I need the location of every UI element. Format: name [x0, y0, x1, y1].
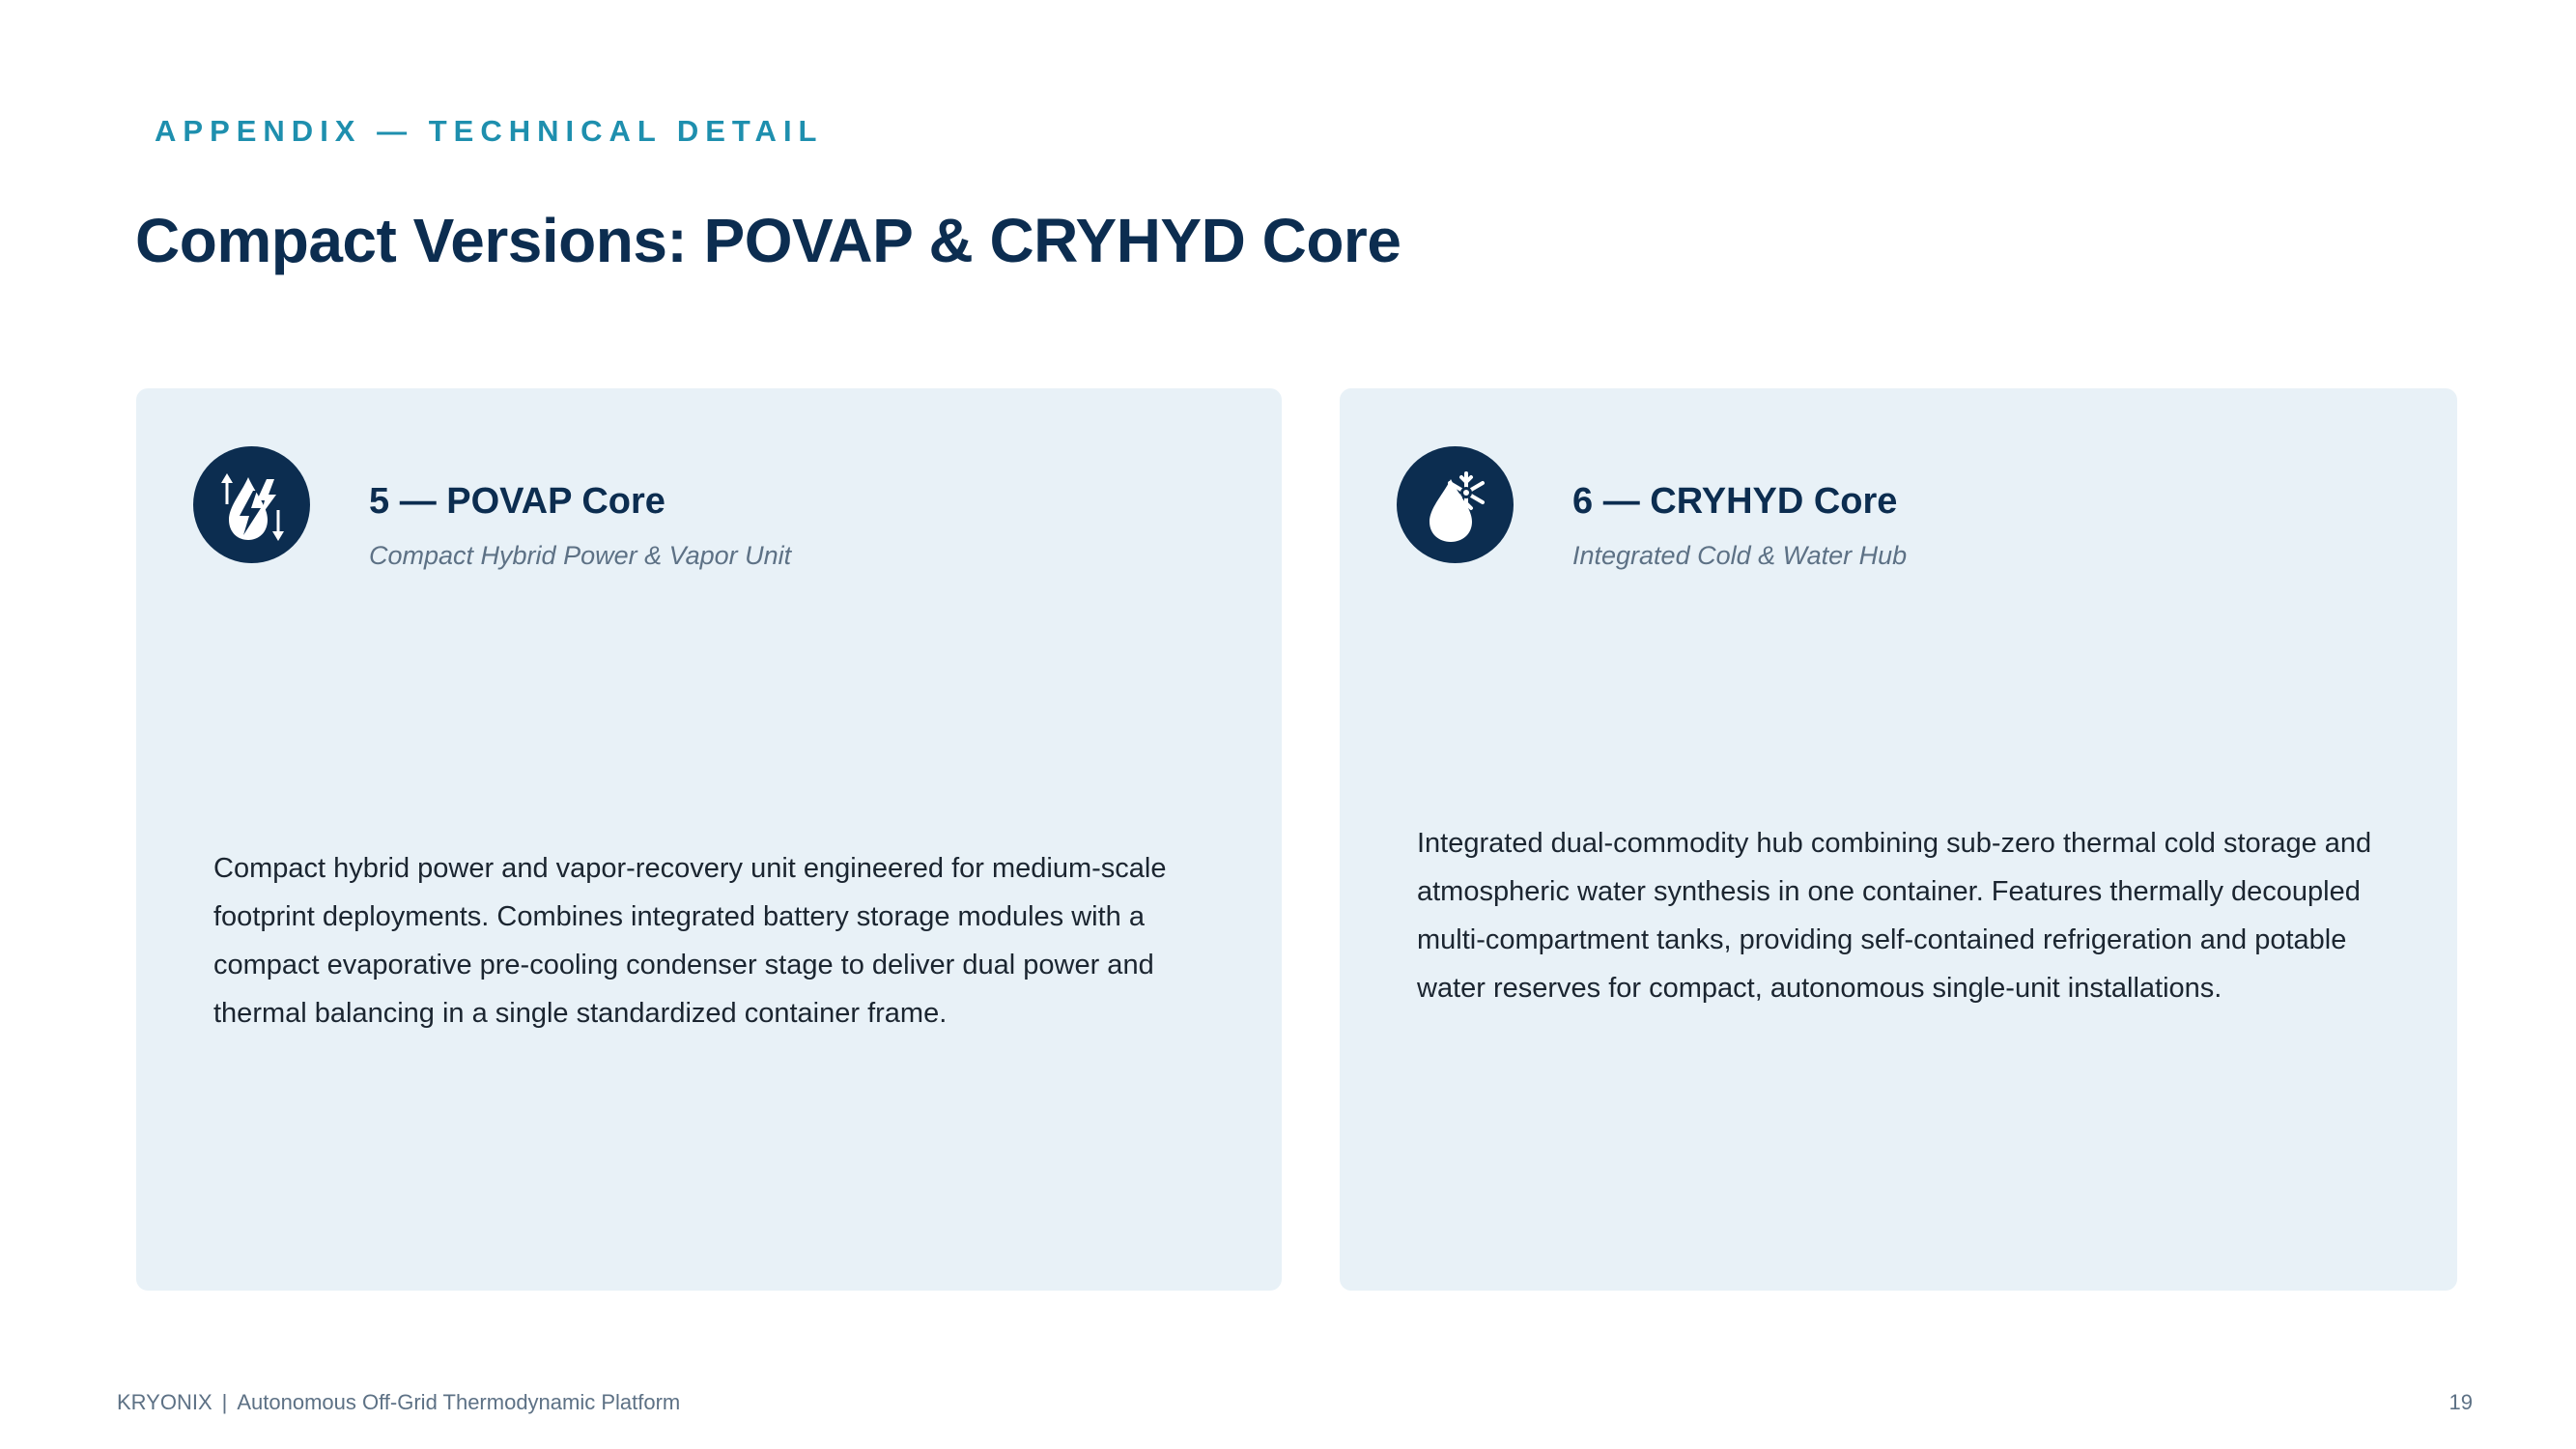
- footer-brand: KRYONIX: [117, 1390, 212, 1414]
- page-title: Compact Versions: POVAP & CRYHYD Core: [135, 206, 1401, 275]
- card-body: Integrated dual-commodity hub combining sub-zero thermal cold storage and atmospheric water synthesis in one container. Features thermally decoupled multi-compartment tanks, providing self-contained refrigeration and potable water reserves for compact, autonomous single-unit installations.: [1417, 828, 2372, 1004]
- section-eyebrow: APPENDIX — TECHNICAL DETAIL: [155, 114, 824, 148]
- card-body: Compact hybrid power and vapor-recovery unit engineered for medium-scale footprint deployments. Combines integrated battery storage modules with a compact evaporative pre-cooling condenser stage to deliver dual power and thermal balancing in a single standardized container frame.: [213, 853, 1167, 1029]
- footer-separator: |: [221, 1390, 228, 1414]
- page-number: 19: [2449, 1390, 2473, 1414]
- card-povap: [136, 388, 1282, 1291]
- card-subtitle: Integrated Cold & Water Hub: [1572, 541, 1908, 570]
- card-title: 6 — CRYHYD Core: [1572, 481, 1898, 522]
- card-cryhyd: [1340, 388, 2457, 1291]
- card-subtitle: Compact Hybrid Power & Vapor Unit: [369, 541, 792, 570]
- card-title: 5 — POVAP Core: [369, 481, 665, 522]
- footer: [117, 1390, 680, 1415]
- drop-lightning-arrows-icon: [193, 446, 310, 563]
- drop-snowflake-icon: [1397, 446, 1514, 563]
- footer-tagline: Autonomous Off-Grid Thermodynamic Platform: [237, 1390, 681, 1414]
